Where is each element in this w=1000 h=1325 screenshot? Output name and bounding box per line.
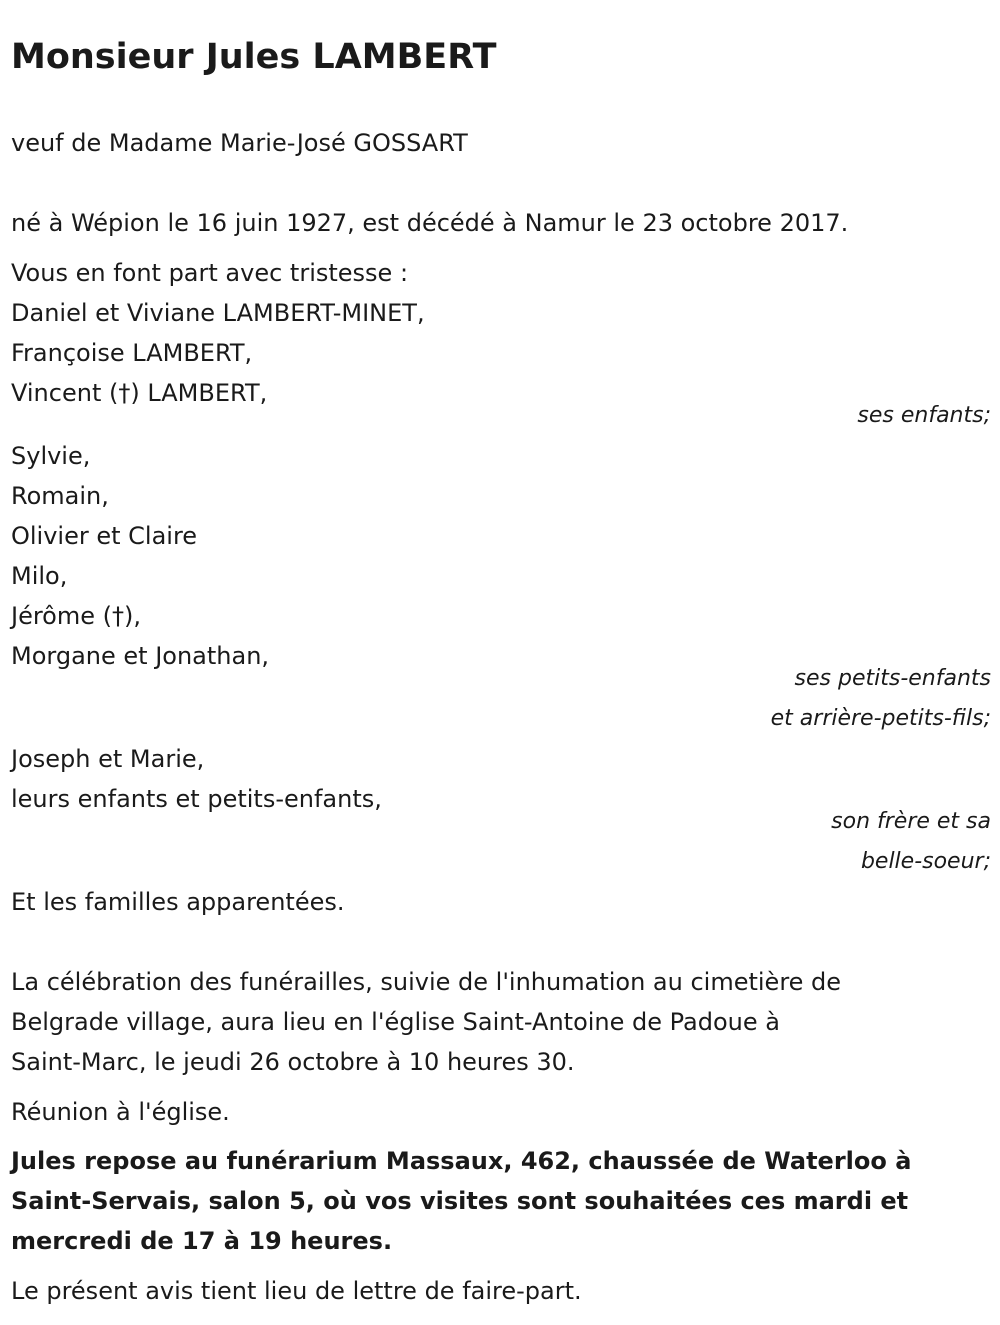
funeral-home-line: Jules repose au funérarium Massaux, 462, chaussée de Waterloo à bbox=[11, 1147, 912, 1175]
deceased-name-title: Monsieur Jules LAMBERT bbox=[11, 37, 497, 77]
birth-death-line: né à Wépion le 16 juin 1927, est décédé à Namur le 23 octobre 2017. bbox=[11, 209, 849, 237]
closing-line: Le présent avis tient lieu de lettre de faire-part. bbox=[11, 1277, 582, 1305]
ceremony-line: Belgrade village, aura lieu en l'église Saint-Antoine de Padoue à bbox=[11, 1008, 780, 1036]
child-name: Daniel et Viviane LAMBERT-MINET, bbox=[11, 299, 425, 327]
grandchild-name: Sylvie, bbox=[11, 442, 91, 470]
grandchild-name: Milo, bbox=[11, 562, 68, 590]
announce-intro: Vous en font part avec tristesse : bbox=[11, 259, 409, 287]
children-role: ses enfants; bbox=[857, 403, 991, 428]
ceremony-line: La célébration des funérailles, suivie de l'inhumation au cimetière de bbox=[11, 968, 842, 996]
grandchild-name: Jérôme (†), bbox=[11, 602, 141, 630]
grandchildren-role: et arrière-petits-fils; bbox=[770, 706, 991, 731]
grandchild-name: Olivier et Claire bbox=[11, 522, 198, 550]
siblings-role: belle-soeur; bbox=[860, 849, 991, 874]
funeral-home-line: mercredi de 17 à 19 heures. bbox=[11, 1227, 393, 1255]
widower-line: veuf de Madame Marie-José GOSSART bbox=[11, 129, 468, 157]
grandchild-name: Morgane et Jonathan, bbox=[11, 642, 270, 670]
siblings-role: son frère et sa bbox=[831, 809, 991, 834]
child-name: Vincent (†) LAMBERT, bbox=[11, 379, 268, 407]
funeral-home-line: Saint-Servais, salon 5, où vos visites sont souhaitées ces mardi et bbox=[11, 1187, 909, 1215]
grandchild-name: Romain, bbox=[11, 482, 109, 510]
meeting-line: Réunion à l'église. bbox=[11, 1098, 230, 1126]
sibling-name: leurs enfants et petits-enfants, bbox=[11, 785, 382, 813]
grandchildren-role: ses petits-enfants bbox=[794, 666, 991, 691]
sibling-name: Joseph et Marie, bbox=[11, 745, 205, 773]
ceremony-line: Saint-Marc, le jeudi 26 octobre à 10 heures 30. bbox=[11, 1048, 575, 1076]
child-name: Françoise LAMBERT, bbox=[11, 339, 253, 367]
families-line: Et les familles apparentées. bbox=[11, 888, 345, 916]
